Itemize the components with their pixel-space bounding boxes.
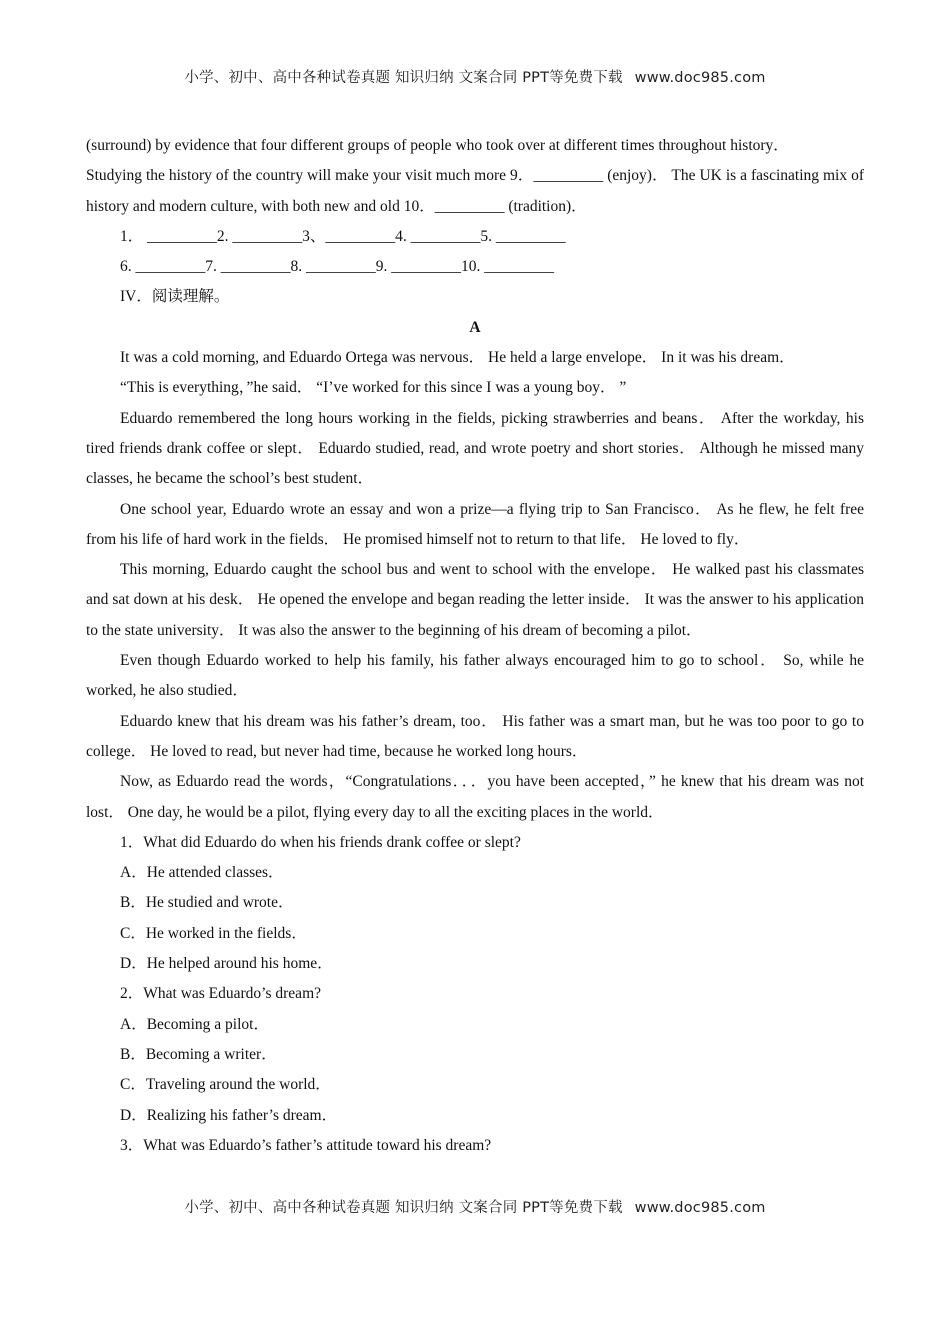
passage-paragraph: Eduardo knew that his dream was his father’s dream, too． His father was a smart man, but he was too poor to go to college． He loved to read, but never had time, because he worked long hours．	[86, 712, 864, 760]
answer-blanks-row: 6. _________7. _________8. _________9. _________10. _________	[120, 258, 554, 276]
passage-paragraph: This morning, Eduardo caught the school bus and went to school with the envelope． He walked past his classmates and sat down at his desk． He opened the envelope and began reading the letter inside． It was the answer to his application to the state university． It was also the answer to the beginning of his dream of becoming a pilot．	[86, 561, 864, 639]
header-text: 小学、初中、高中各种试卷真题 知识归纳 文案合同 PPT等免费下载	[184, 70, 623, 86]
question-option: D．He helped around his home．	[120, 955, 333, 973]
question-stem: 1．What did Eduardo do when his friends drank coffee or slept?	[120, 833, 521, 851]
question-option: B．Becoming a writer．	[120, 1045, 277, 1063]
question-option: B．He studied and wrote．	[120, 894, 294, 912]
document-body	[86, 131, 864, 1161]
passage-paragraph: One school year, Eduardo wrote an essay and won a prize—a flying trip to San Francisco． As he flew, he felt free from his life of hard work in the fields． He promised himself not to return to that life． He loved to fly．	[86, 500, 864, 548]
passage-paragraph: Eduardo remembered the long hours working in the fields, picking strawberries and beans． After the workday, his tired friends drank coffee or slept． Eduardo studied, read, and wrote poetry and short stories． Although he missed many classes, he became the school’s best student．	[86, 409, 864, 488]
question-stem: 2．What was Eduardo’s dream?	[120, 985, 322, 1003]
passage-paragraph: Even though Eduardo worked to help his family, his father always encouraged him to go to school． So, while he worked, he also studied．	[86, 652, 864, 700]
cloze-line: (surround) by evidence that four different groups of people who took over at different times throughout history．	[86, 137, 789, 154]
question-option: A．He attended classes．	[120, 864, 284, 882]
section-title: IV．阅读理解。	[120, 288, 230, 306]
question-option: D．Realizing his father’s dream．	[120, 1106, 338, 1124]
page-footer	[0, 1196, 950, 1217]
header-url[interactable]: www.doc985.com	[634, 70, 766, 86]
question-option: C．Traveling around the world．	[120, 1076, 331, 1094]
question-option: C．He worked in the fields．	[120, 924, 307, 942]
page-header	[0, 66, 950, 87]
cloze-line: Studying the history of the country will make your visit much more 9．_________ (enjoy)． The UK is a fascinating mix of history and modern culture, with both new and old 10．_________ (tradition)．	[86, 167, 864, 215]
footer-url[interactable]: www.doc985.com	[634, 1200, 766, 1216]
answer-blanks-row: 1． _________2. _________3、_________4. _________5. _________	[120, 227, 566, 245]
question-option: A．Becoming a pilot．	[120, 1015, 269, 1033]
passage-paragraph: Now, as Eduardo read the words，“Congratulations．．．you have been accepted，” he knew that his dream was not lost． One day, he would be a pilot, flying every day to all the exciting places in the world．	[86, 773, 864, 821]
footer-text: 小学、初中、高中各种试卷真题 知识归纳 文案合同 PPT等免费下载	[184, 1200, 623, 1216]
passage-paragraph: “This is everything，”he said． “I’ve worked for this since I was a young boy． ”	[120, 379, 627, 397]
passage-label: A	[469, 318, 481, 336]
question-stem: 3．What was Eduardo’s father’s attitude toward his dream?	[120, 1136, 492, 1154]
passage-paragraph: It was a cold morning, and Eduardo Ortega was nervous． He held a large envelope． In it was his dream．	[120, 349, 795, 367]
